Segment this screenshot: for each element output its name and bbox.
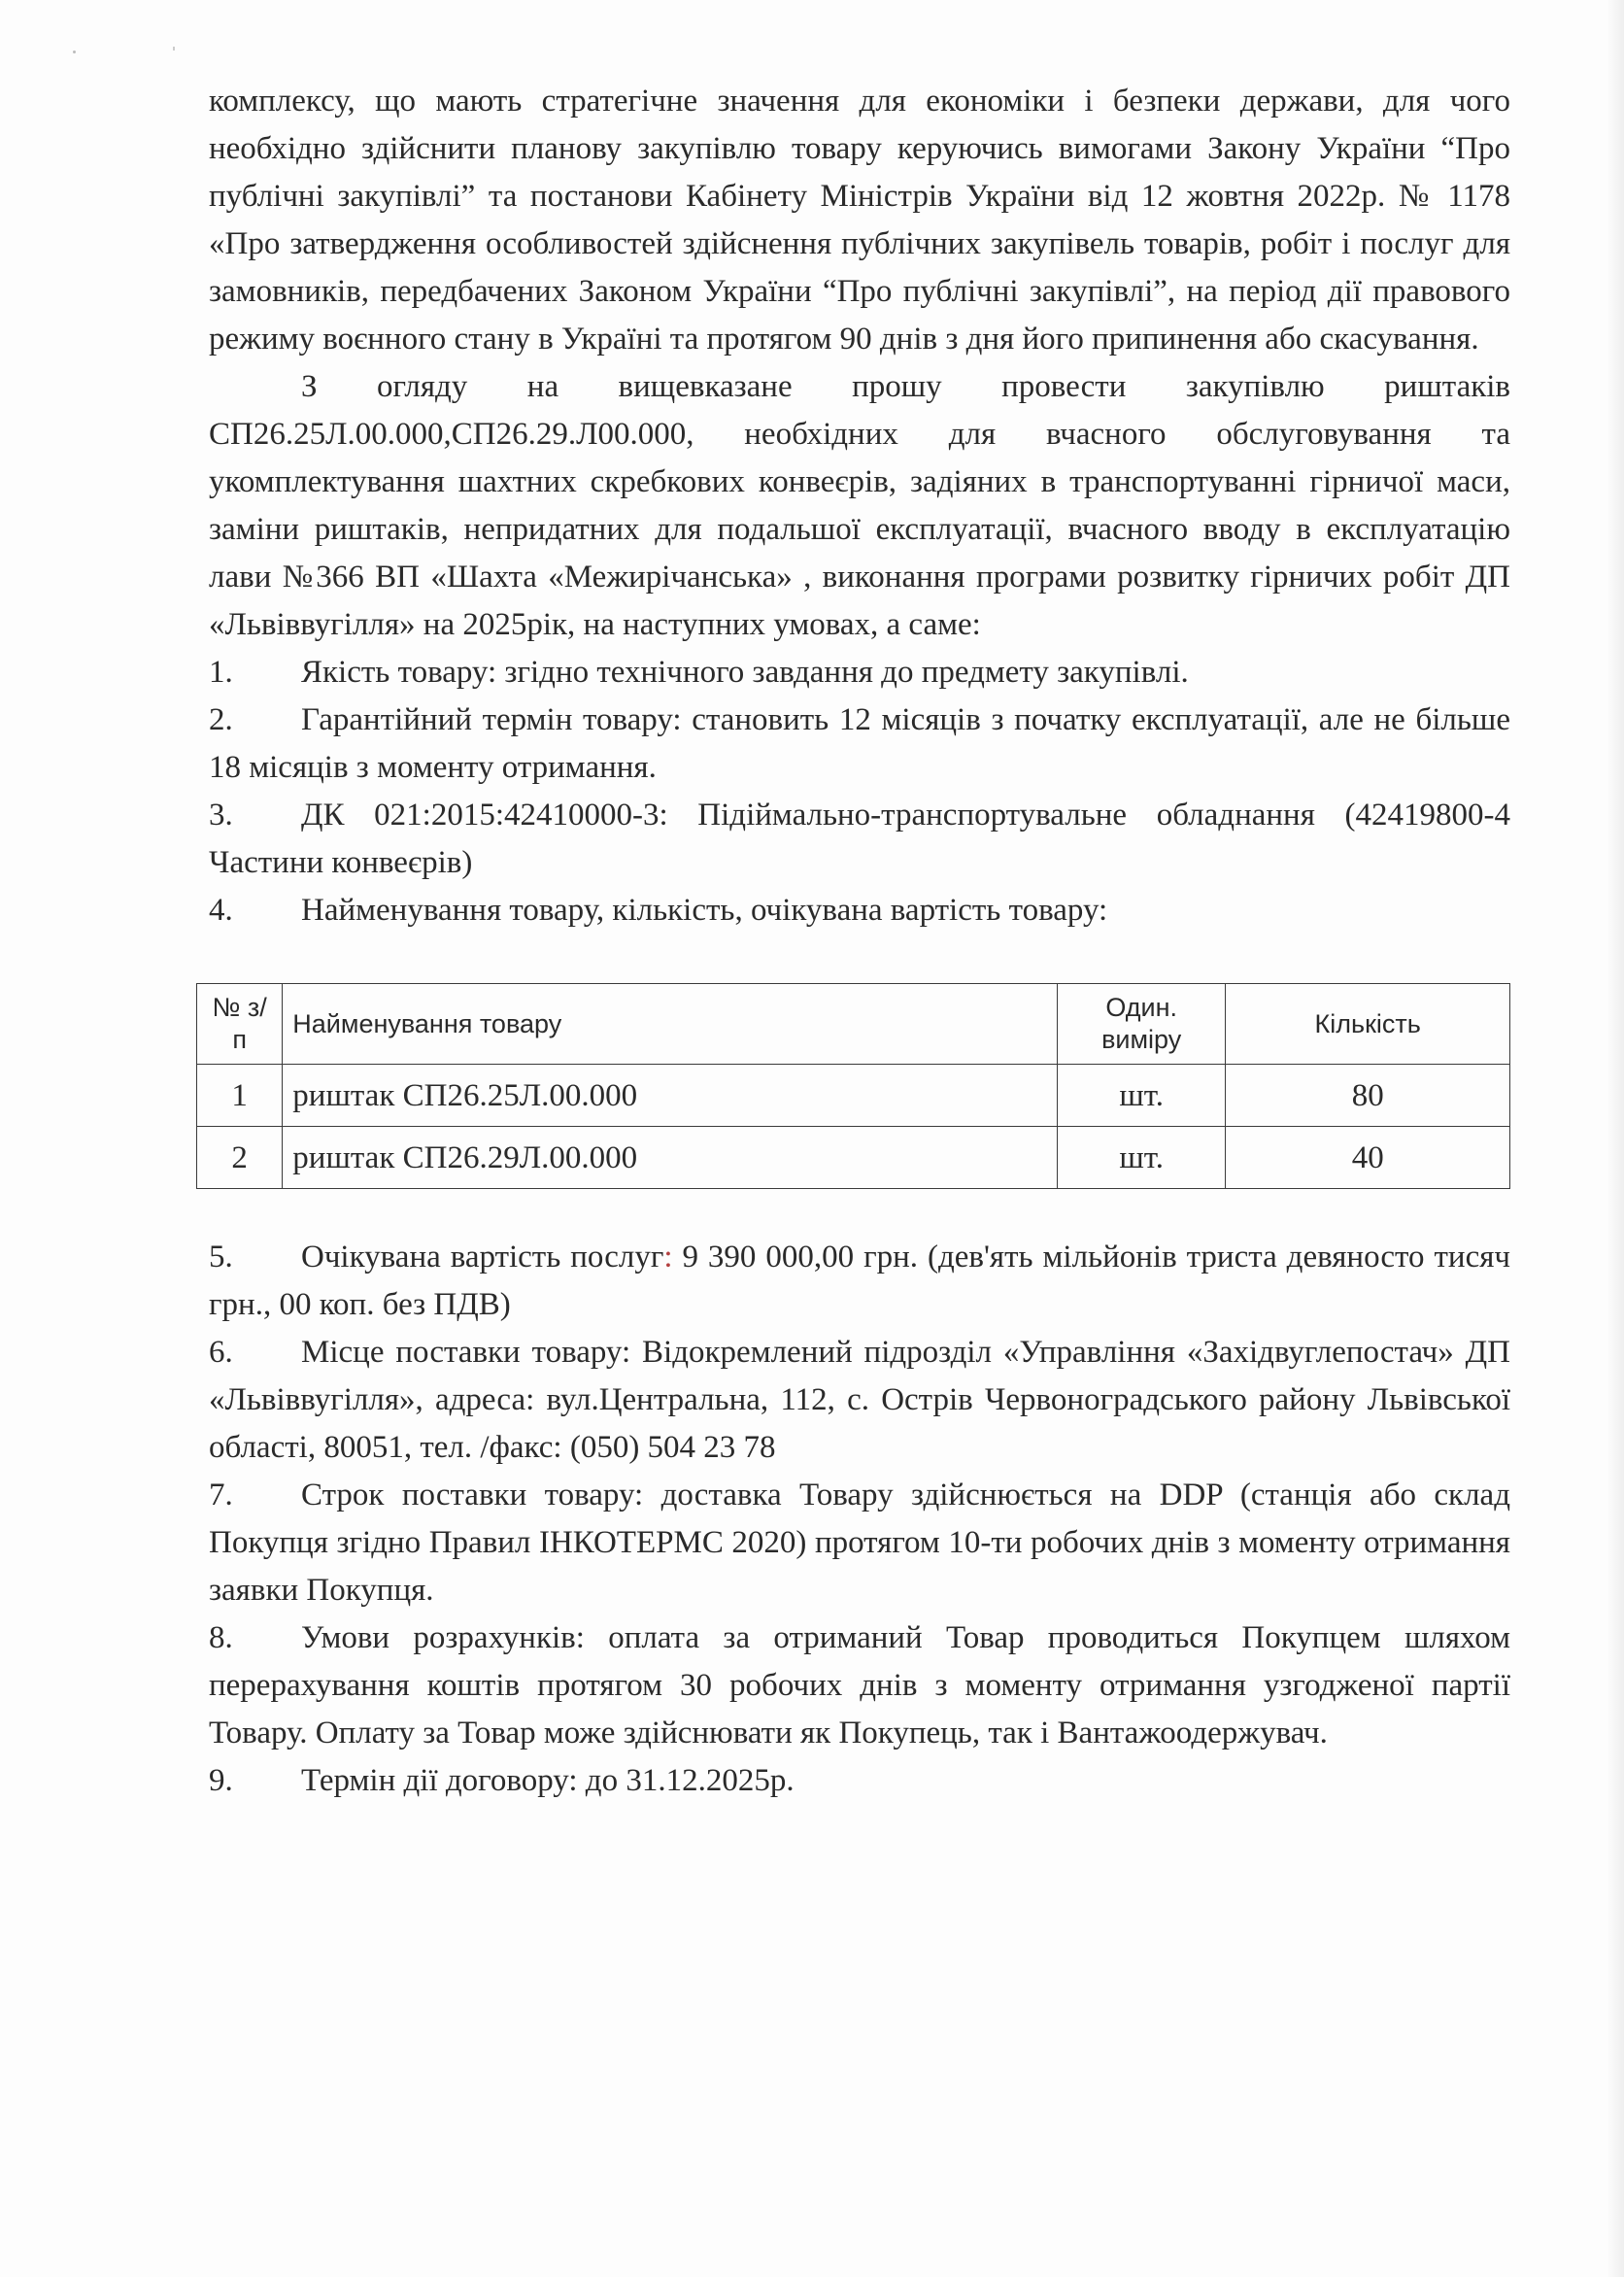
table-row [197,1127,1510,1189]
item-text: Місце поставки товару: Відокремлений підрозділ «Управління «Західвуглепостач» ДП «Львіввугілля», адреса: вул.Центральна, 112, с. Острів Червоноградського району Львівської області, 80051, тел. /факс: (050) 504 23 78 [209,1335,1510,1465]
condition-item-7 [209,1472,1510,1614]
request-paragraph: З огляду на вищевказане прошу провести закупівлю риштаків СП26.25Л.00.000,СП26.29.Л00.000, необхідних для вчасного обслуговування та укомплектування шахтних скребкових конвеєрів, задіяних в транспортуванні гірничої маси, заміни риштаків, непридатних для подальшої експлуатації, вчасного вводу в експлуатацію лави №366 ВП «Шахта «Межирічанська» , виконання програми розвитку гірничих робіт ДП «Львіввугілля» на 2025рік, на наступних умовах, а саме: [209,369,1510,642]
scan-speck [73,51,76,53]
item-number: 3. [209,798,233,833]
condition-item-2 [209,697,1510,792]
goods-table [196,983,1510,1189]
row-unit: шт. [1057,1127,1225,1189]
item-number: 9. [209,1763,233,1798]
condition-item-6 [209,1329,1510,1472]
header-quantity: Кількість [1226,984,1510,1065]
header-name: Найменування товару [283,984,1058,1065]
condition-item-8 [209,1614,1510,1757]
row-quantity: 80 [1226,1065,1510,1127]
scan-edge-shadow [1607,0,1624,2277]
row-number: 1 [197,1065,283,1127]
row-unit: шт. [1057,1065,1225,1127]
item-text: ДК 021:2015:42410000-3: Підіймально-транспортувальне обладнання (42419800-4 Частини конвеєрів) [209,798,1510,880]
item-number: 8. [209,1620,233,1655]
item-text: Строк поставки товару: доставка Товару здійснюється на DDP (станція або склад Покупця згідно Правил ІНКОТЕРМС 2020) протягом 10-ти робочих днів з моменту отримання заявки Покупця. [209,1478,1510,1608]
condition-item-3 [209,792,1510,887]
row-name: риштак СП26.29Л.00.000 [283,1127,1058,1189]
item-number: 2. [209,702,233,737]
row-quantity: 40 [1226,1127,1510,1189]
item-number: 1. [209,655,233,690]
item-number: 7. [209,1478,233,1512]
item-text: Якість товару: згідно технічного завдання до предмету закупівлі. [301,655,1189,690]
table-row [197,1065,1510,1127]
row-name: риштак СП26.25Л.00.000 [283,1065,1058,1127]
condition-item-1 [209,649,1510,697]
condition-item-5 [209,1234,1510,1329]
header-number: № з/п [197,984,283,1065]
item-text: 9 390 000,00 грн. (дев'ять мільйонів триста девяносто тисяч грн., 00 коп. без ПДВ) [209,1240,1510,1322]
item-text: Умови розрахунків: оплата за отриманий Товар проводиться Покупцем шляхом перерахування коштів протягом 30 робочих днів з моменту отримання узгодженої партії Товару. Оплату за Товар може здійснювати як Покупець, так і Вантажоодержувач. [209,1620,1510,1750]
item-colon: : [663,1240,673,1274]
header-unit: Один. виміру [1057,984,1225,1065]
intro-paragraph-continued: комплексу, що мають стратегічне значення для економіки і безпеки держави, для чого необхідно здійснити планову закупівлю товару керуючись вимогами Закону України “Про публічні закупівлі” та постанови Кабінету Міністрів України від 12 жовтня 2022р. № 1178 «Про затвердження особливостей здійснення публічних закупівель товарів, робіт і послуг для замовників, передбачених Законом України “Про публічні закупівлі”, на період дії правового режиму воєнного стану в Україні та протягом 90 днів з дня його припинення або скасування. [209,84,1510,357]
item-number: 5. [209,1240,233,1274]
row-number: 2 [197,1127,283,1189]
document-body [209,78,1510,1805]
item-text: Найменування товару, кількість, очікувана вартість товару: [301,893,1108,928]
condition-item-9 [209,1757,1510,1805]
condition-item-4 [209,887,1510,935]
table-header-row [197,984,1510,1065]
item-text: Гарантійний термін товару: становить 12 місяців з початку експлуатації, але не більше 18 місяців з моменту отримання. [209,702,1510,785]
item-label: Очікувана вартість послуг [301,1240,664,1274]
item-text: Термін дії договору: до 31.12.2025р. [301,1763,795,1798]
item-number: 4. [209,893,233,928]
scan-speck [173,47,175,51]
item-number: 6. [209,1335,233,1370]
